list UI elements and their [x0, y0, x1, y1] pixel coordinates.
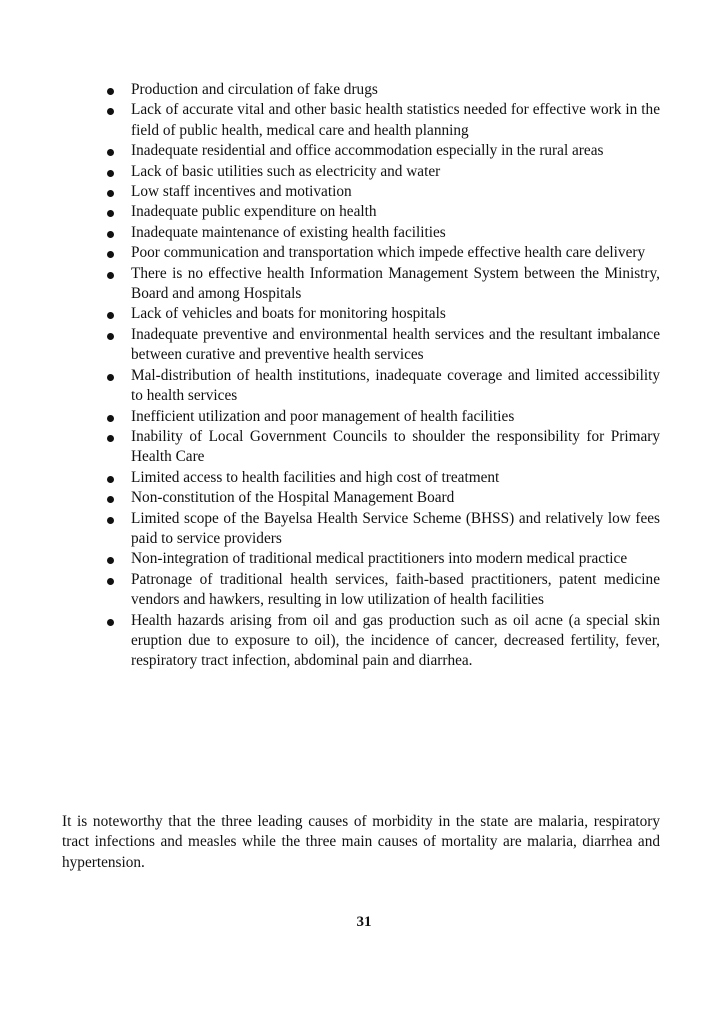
bullet-icon	[107, 108, 114, 115]
list-item	[100, 162, 660, 182]
bullet-icon	[107, 251, 114, 258]
list-item	[100, 223, 660, 243]
bullet-icon	[107, 619, 114, 626]
list-item	[100, 509, 660, 550]
bullet-icon	[107, 231, 114, 238]
list-item	[100, 141, 660, 161]
list-item	[100, 570, 660, 611]
list-item	[100, 366, 660, 407]
bullet-icon	[107, 374, 114, 381]
bullet-icon	[107, 496, 114, 503]
list-item-text: Non-integration of traditional medical practitioners into modern medical practice	[131, 550, 628, 568]
list-item-text: Inefficient utilization and poor management of health facilities	[131, 407, 515, 425]
bullet-icon	[107, 435, 114, 442]
bullet-icon	[107, 476, 114, 483]
list-item-text: There is no effective health Information Management System between the Ministry, Board and among Hospitals	[131, 264, 660, 303]
list-item-text: Inadequate residential and office accommodation especially in the rural areas	[131, 142, 604, 160]
list-item-text: Inadequate public expenditure on health	[131, 203, 377, 221]
bullet-icon	[107, 517, 114, 524]
list-item-text: Low staff incentives and motivation	[131, 183, 352, 201]
list-item	[100, 407, 660, 427]
bullet-icon	[107, 88, 114, 95]
bullet-icon	[107, 578, 114, 585]
list-item-text: Limited access to health facilities and high cost of treatment	[131, 468, 500, 486]
bullet-icon	[107, 210, 114, 217]
bullet-icon	[107, 170, 114, 177]
list-item	[100, 80, 660, 100]
list-item-text: Patronage of traditional health services, faith-based practitioners, patent medicine vendors and hawkers, resulting in low utilization of health facilities	[131, 570, 660, 609]
list-item-text: Lack of basic utilities such as electricity and water	[131, 162, 441, 180]
list-item	[100, 100, 660, 141]
list-item-text: Mal-distribution of health institutions, inadequate coverage and limited accessibility to health services	[131, 366, 660, 405]
list-item	[100, 182, 660, 202]
bullet-icon	[107, 415, 114, 422]
list-item-text: Inadequate maintenance of existing health facilities	[131, 223, 446, 241]
bullet-icon	[107, 312, 114, 319]
list-item	[100, 611, 660, 672]
list-item	[100, 202, 660, 222]
list-item	[100, 468, 660, 488]
list-item-text: Lack of vehicles and boats for monitoring hospitals	[131, 305, 446, 323]
list-item-text: Limited scope of the Bayelsa Health Service Scheme (BHSS) and relatively low fees paid to service providers	[131, 509, 660, 547]
list-item	[100, 264, 660, 305]
list-item-text: Production and circulation of fake drugs	[131, 81, 378, 98]
list-item-text: Poor communication and transportation which impede effective health care delivery	[131, 244, 646, 262]
list-item-text: Non-constitution of the Hospital Management Board	[131, 489, 455, 507]
list-item-text: Inadequate preventive and environmental health services and the resultant imbalance between curative and preventive health services	[131, 325, 660, 364]
list-item	[100, 325, 660, 366]
bullet-icon	[107, 272, 114, 279]
list-item-text: Inability of Local Government Councils to shoulder the responsibility for Primary Health Care	[131, 427, 660, 466]
page-number: 31	[356, 914, 372, 930]
bullet-icon	[107, 190, 114, 197]
list-item	[100, 304, 660, 324]
summary-paragraph: It is noteworthy that the three leading causes of morbidity in the state are malaria, respiratory tract infections and measles while the three main causes of mortality are malaria, diarrhea and hypertension.	[62, 813, 660, 871]
bullet-icon	[107, 333, 114, 340]
list-item-text: Lack of accurate vital and other basic health statistics needed for effective work in the field of public health, medical care and health planning	[131, 101, 660, 139]
list-item	[100, 488, 660, 508]
list-item	[100, 549, 660, 569]
list-item	[100, 243, 660, 263]
bullet-icon	[107, 557, 114, 564]
list-item-text: Health hazards arising from oil and gas production such as oil acne (a special skin eruption due to exposure to oil), the incidence of cancer, decreased fertility, fever, respiratory tract infection, abdominal pain and diarrhea.	[131, 611, 660, 670]
bullet-list	[100, 80, 660, 672]
bullet-icon	[107, 149, 114, 156]
list-item	[100, 427, 660, 468]
